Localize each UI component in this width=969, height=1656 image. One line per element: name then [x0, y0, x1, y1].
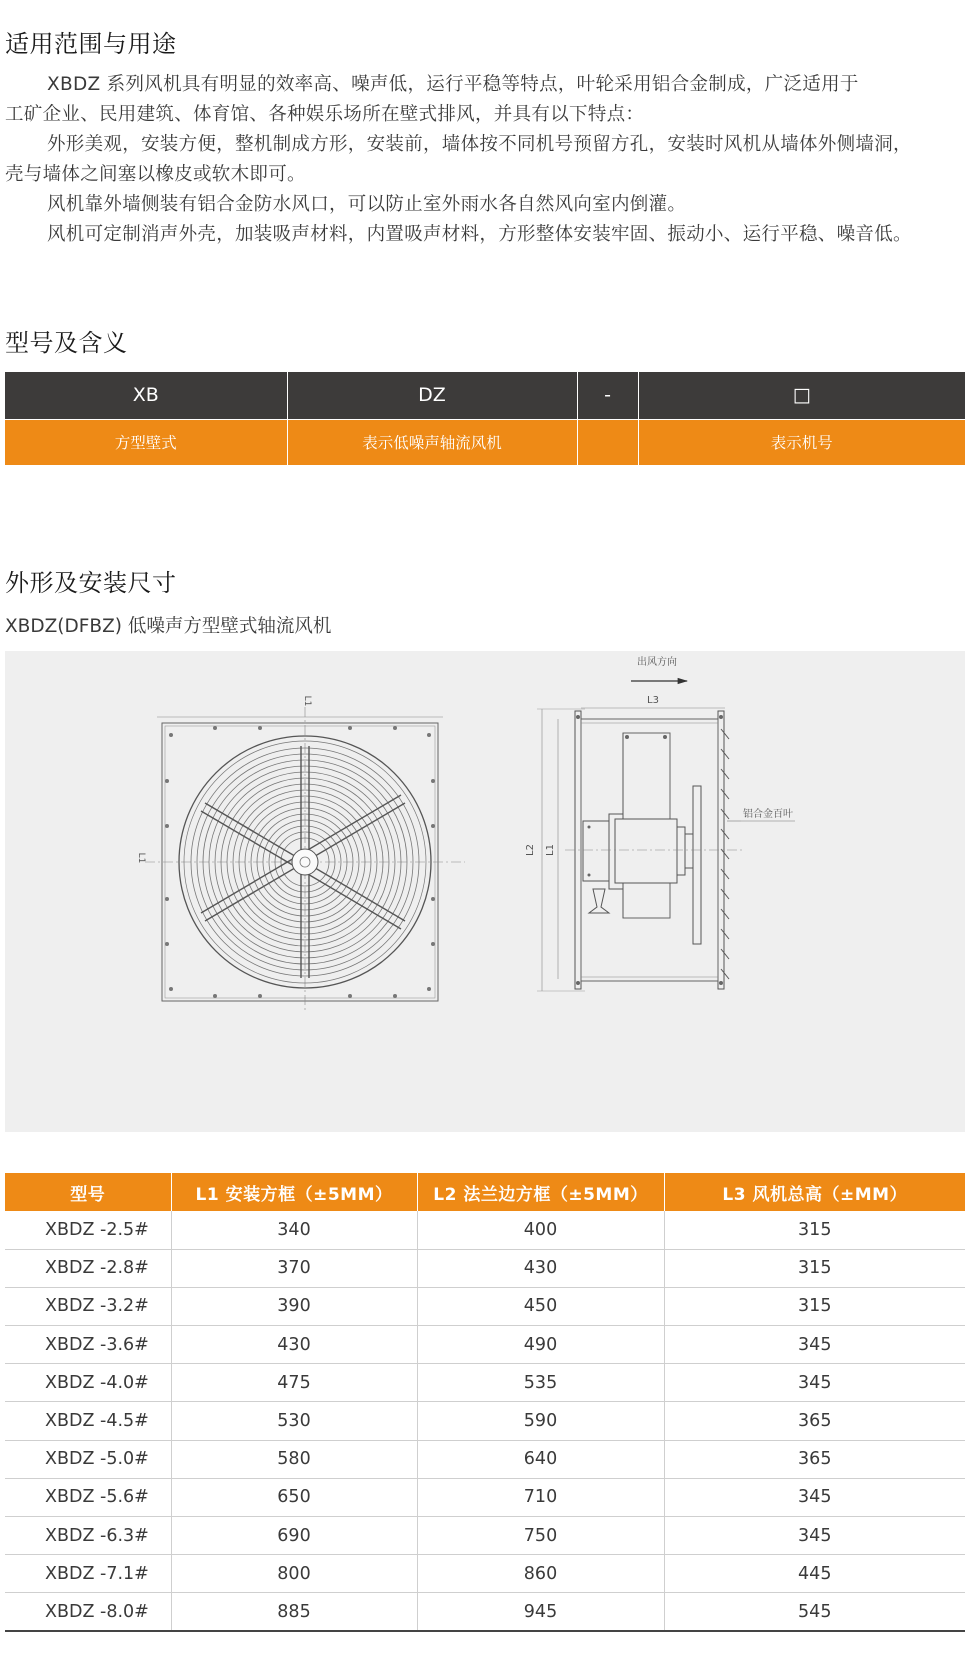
louver-slats [721, 729, 729, 979]
usage-line: 风机靠外墙侧装有铝合金防水风口，可以防止室外雨水各自然风向室内倒灌。 [47, 194, 687, 215]
l1-cell: 370 [171, 1249, 417, 1287]
model-cell: XBDZ -7.1# [5, 1555, 171, 1593]
product-subtitle: XBDZ(DFBZ) 低噪声方型壁式轴流风机 [5, 616, 332, 637]
l3-cell: 365 [664, 1440, 965, 1478]
table-row [5, 1211, 965, 1249]
l3-label: L3 [647, 695, 659, 706]
table-row [5, 1326, 965, 1364]
l1-cell: 340 [171, 1211, 417, 1249]
table-row [5, 1364, 965, 1402]
l1-cell: 650 [171, 1478, 417, 1516]
l3-cell: 345 [664, 1326, 965, 1364]
l2-cell: 710 [417, 1478, 664, 1516]
dimension-table-body [5, 1211, 965, 1631]
front-view [145, 707, 465, 1011]
usage-line: 工矿企业、民用建筑、体育馆、各种娱乐场所在壁式排风，并具有以下特点： [5, 104, 645, 125]
table-row [5, 1249, 965, 1287]
model-cell: XBDZ -4.0# [5, 1364, 171, 1402]
airflow-label: 出风方向 [637, 657, 677, 668]
table-row [5, 1402, 965, 1440]
l2-cell: 750 [417, 1517, 664, 1555]
model-cell: XBDZ -4.5# [5, 1402, 171, 1440]
model-cell: XBDZ -3.6# [5, 1326, 171, 1364]
table-row [5, 1287, 965, 1325]
l1-cell: 475 [171, 1364, 417, 1402]
side-view [537, 681, 795, 991]
code-cell: - [577, 372, 638, 419]
l3-cell: 315 [664, 1287, 965, 1325]
section-title-model: 型号及含义 [5, 329, 128, 357]
table-row [5, 1555, 965, 1593]
code-cell: XB [5, 372, 287, 419]
l3-cell: 345 [664, 1364, 965, 1402]
drawing-svg [5, 651, 965, 1132]
model-cell: XBDZ -5.6# [5, 1478, 171, 1516]
model-cell: XBDZ -5.0# [5, 1440, 171, 1478]
col-header-l1: L1 安装方框（±5MM） [171, 1173, 417, 1211]
col-header-l3: L3 风机总高（±MM） [664, 1173, 965, 1211]
l1-cell: 580 [171, 1440, 417, 1478]
l3-cell: 315 [664, 1211, 965, 1249]
l1-cell: 690 [171, 1517, 417, 1555]
model-cell: XBDZ -8.0# [5, 1593, 171, 1631]
meaning-cell: 表示低噪声轴流风机 [287, 419, 577, 465]
model-code-table [5, 372, 965, 465]
meaning-cell: 方型壁式 [5, 419, 287, 465]
model-cell: XBDZ -2.5# [5, 1211, 171, 1249]
model-cell: XBDZ -6.3# [5, 1517, 171, 1555]
col-header-model: 型号 [5, 1173, 171, 1211]
l3-cell: 545 [664, 1593, 965, 1631]
technical-drawing [5, 651, 965, 1132]
l3-cell: 345 [664, 1478, 965, 1516]
model-cell: XBDZ -2.8# [5, 1249, 171, 1287]
l2-cell: 945 [417, 1593, 664, 1631]
meaning-cell [577, 419, 638, 465]
l1-cell: 800 [171, 1555, 417, 1593]
l3-cell: 365 [664, 1402, 965, 1440]
model-cell: XBDZ -3.2# [5, 1287, 171, 1325]
table-row [5, 1440, 965, 1478]
meaning-cell: 表示机号 [638, 419, 965, 465]
col-header-l2: L2 法兰边方框（±5MM） [417, 1173, 664, 1211]
usage-line: 外形美观，安装方便，整机制成方形，安装前，墙体按不同机号预留方孔，安装时风机从墙体外侧墙洞， [47, 134, 912, 155]
code-cell: □ [638, 372, 965, 419]
usage-line: 风机可定制消声外壳，加装吸声材料，内置吸声材料，方形整体安装牢固、振动小、运行平稳、噪音低。 [47, 224, 912, 245]
l2-cell: 450 [417, 1287, 664, 1325]
l2-cell: 860 [417, 1555, 664, 1593]
louver-label: 铝合金百叶 [743, 809, 793, 820]
l3-cell: 445 [664, 1555, 965, 1593]
l1-cell: 530 [171, 1402, 417, 1440]
code-cell: DZ [287, 372, 577, 419]
l1-cell: 390 [171, 1287, 417, 1325]
l2-cell: 590 [417, 1402, 664, 1440]
usage-line: 壳与墙体之间塞以橡皮或软木即可。 [5, 164, 306, 185]
l2-cell: 400 [417, 1211, 664, 1249]
usage-paragraph [5, 70, 965, 250]
usage-line: XBDZ 系列风机具有明显的效率高、噪声低，运行平稳等特点，叶轮采用铝合金制成，广泛适用于 [47, 74, 859, 95]
l2-cell: 490 [417, 1326, 664, 1364]
l3-cell: 345 [664, 1517, 965, 1555]
table-row [5, 1478, 965, 1516]
l2-cell: 535 [417, 1364, 664, 1402]
l1-cell: 885 [171, 1593, 417, 1631]
l2-cell: 640 [417, 1440, 664, 1478]
l2-label: L2 [525, 844, 536, 856]
l1-cell: 430 [171, 1326, 417, 1364]
l1-label: L1 [545, 844, 556, 856]
front-l1-side-label: L1 [136, 852, 146, 864]
table-row [5, 1593, 965, 1631]
section-title-usage: 适用范围与用途 [5, 30, 177, 58]
dimension-table [5, 1173, 965, 1632]
l2-cell: 430 [417, 1249, 664, 1287]
l3-cell: 315 [664, 1249, 965, 1287]
front-l1-top-label: L1 [302, 695, 312, 707]
section-title-dimensions: 外形及安装尺寸 [5, 569, 177, 597]
table-row [5, 1517, 965, 1555]
